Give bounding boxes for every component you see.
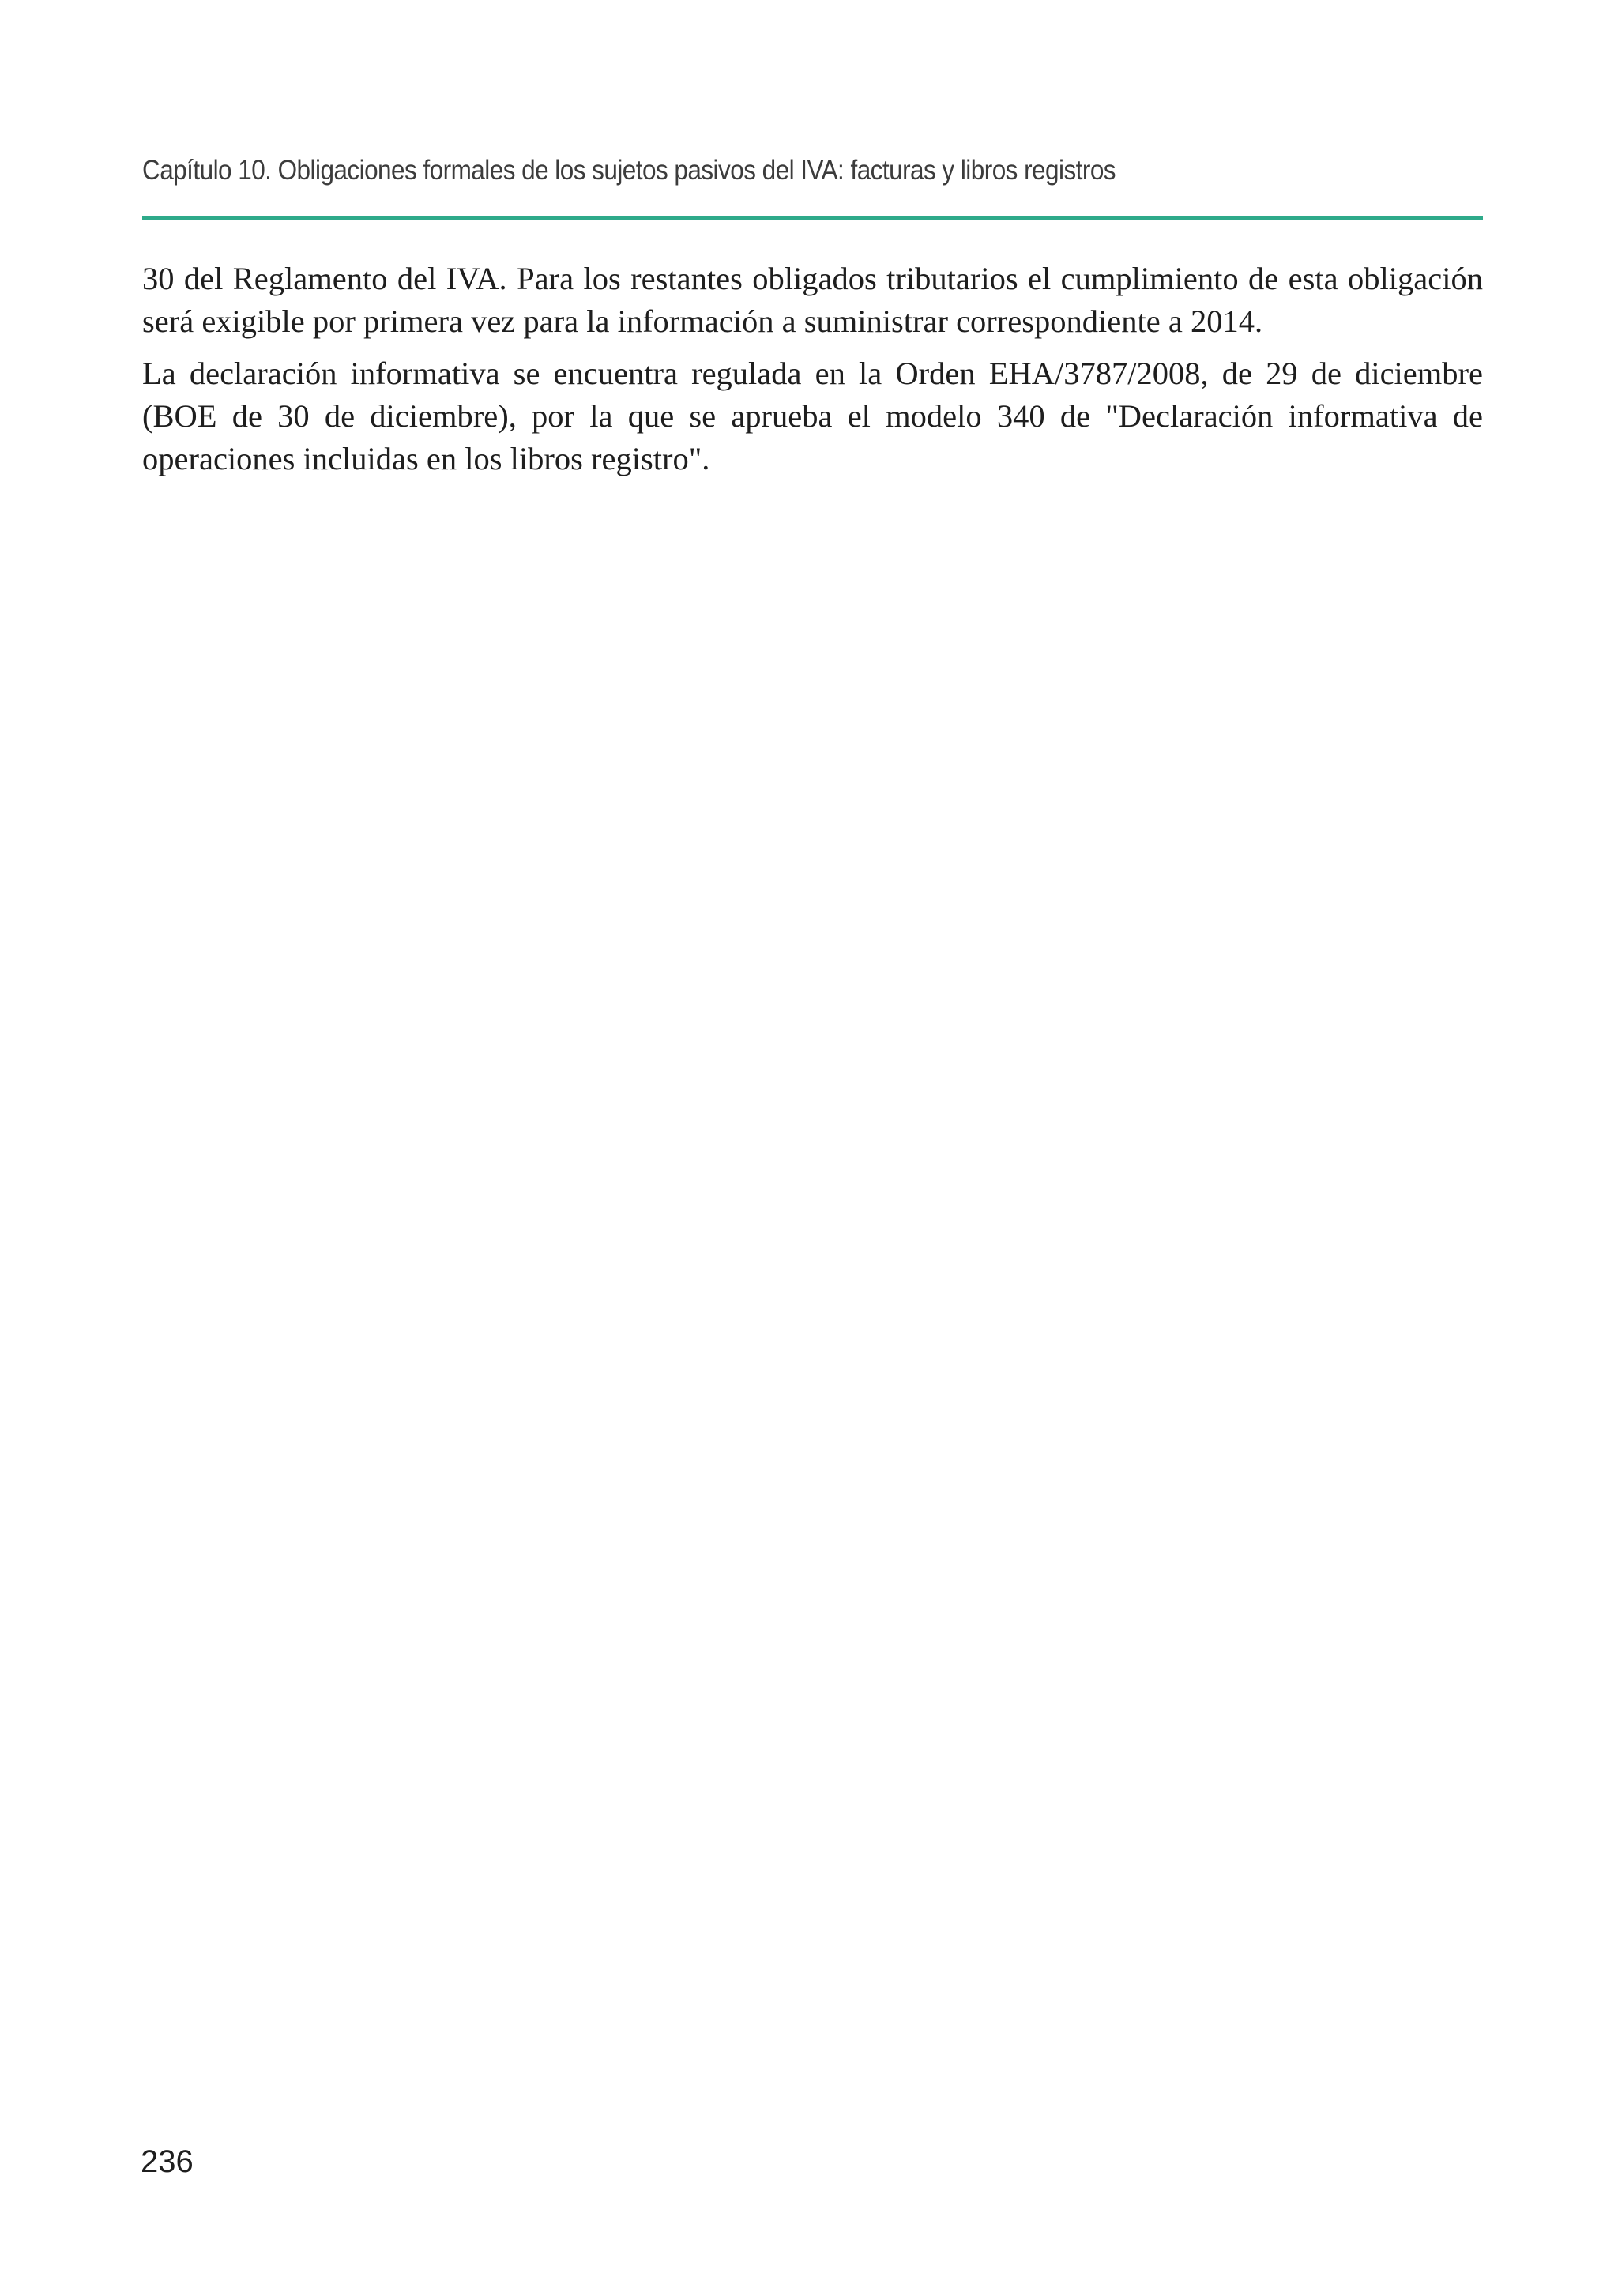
header-divider: [142, 216, 1483, 220]
paragraph: La declaración informativa se encuentra regulada en la Orden EHA/3787/2008, de 29 de diciembre (BOE de 30 de diciembre), por la que se aprueba el modelo 340 de "Declaración informativa de operaciones incluidas en los libros registro".: [142, 356, 1483, 476]
paragraph: 30 del Reglamento del IVA. Para los restantes obligados tributarios el cumplimiento de esta obligación será exigible por primera vez para la información a suministrar correspondiente a 2014.: [142, 261, 1483, 339]
page-number: 236: [141, 2144, 194, 2179]
body-text: [142, 258, 1483, 490]
running-header: Capítulo 10. Obligaciones formales de los sujetos pasivos del IVA: facturas y libros registros: [142, 155, 1116, 186]
